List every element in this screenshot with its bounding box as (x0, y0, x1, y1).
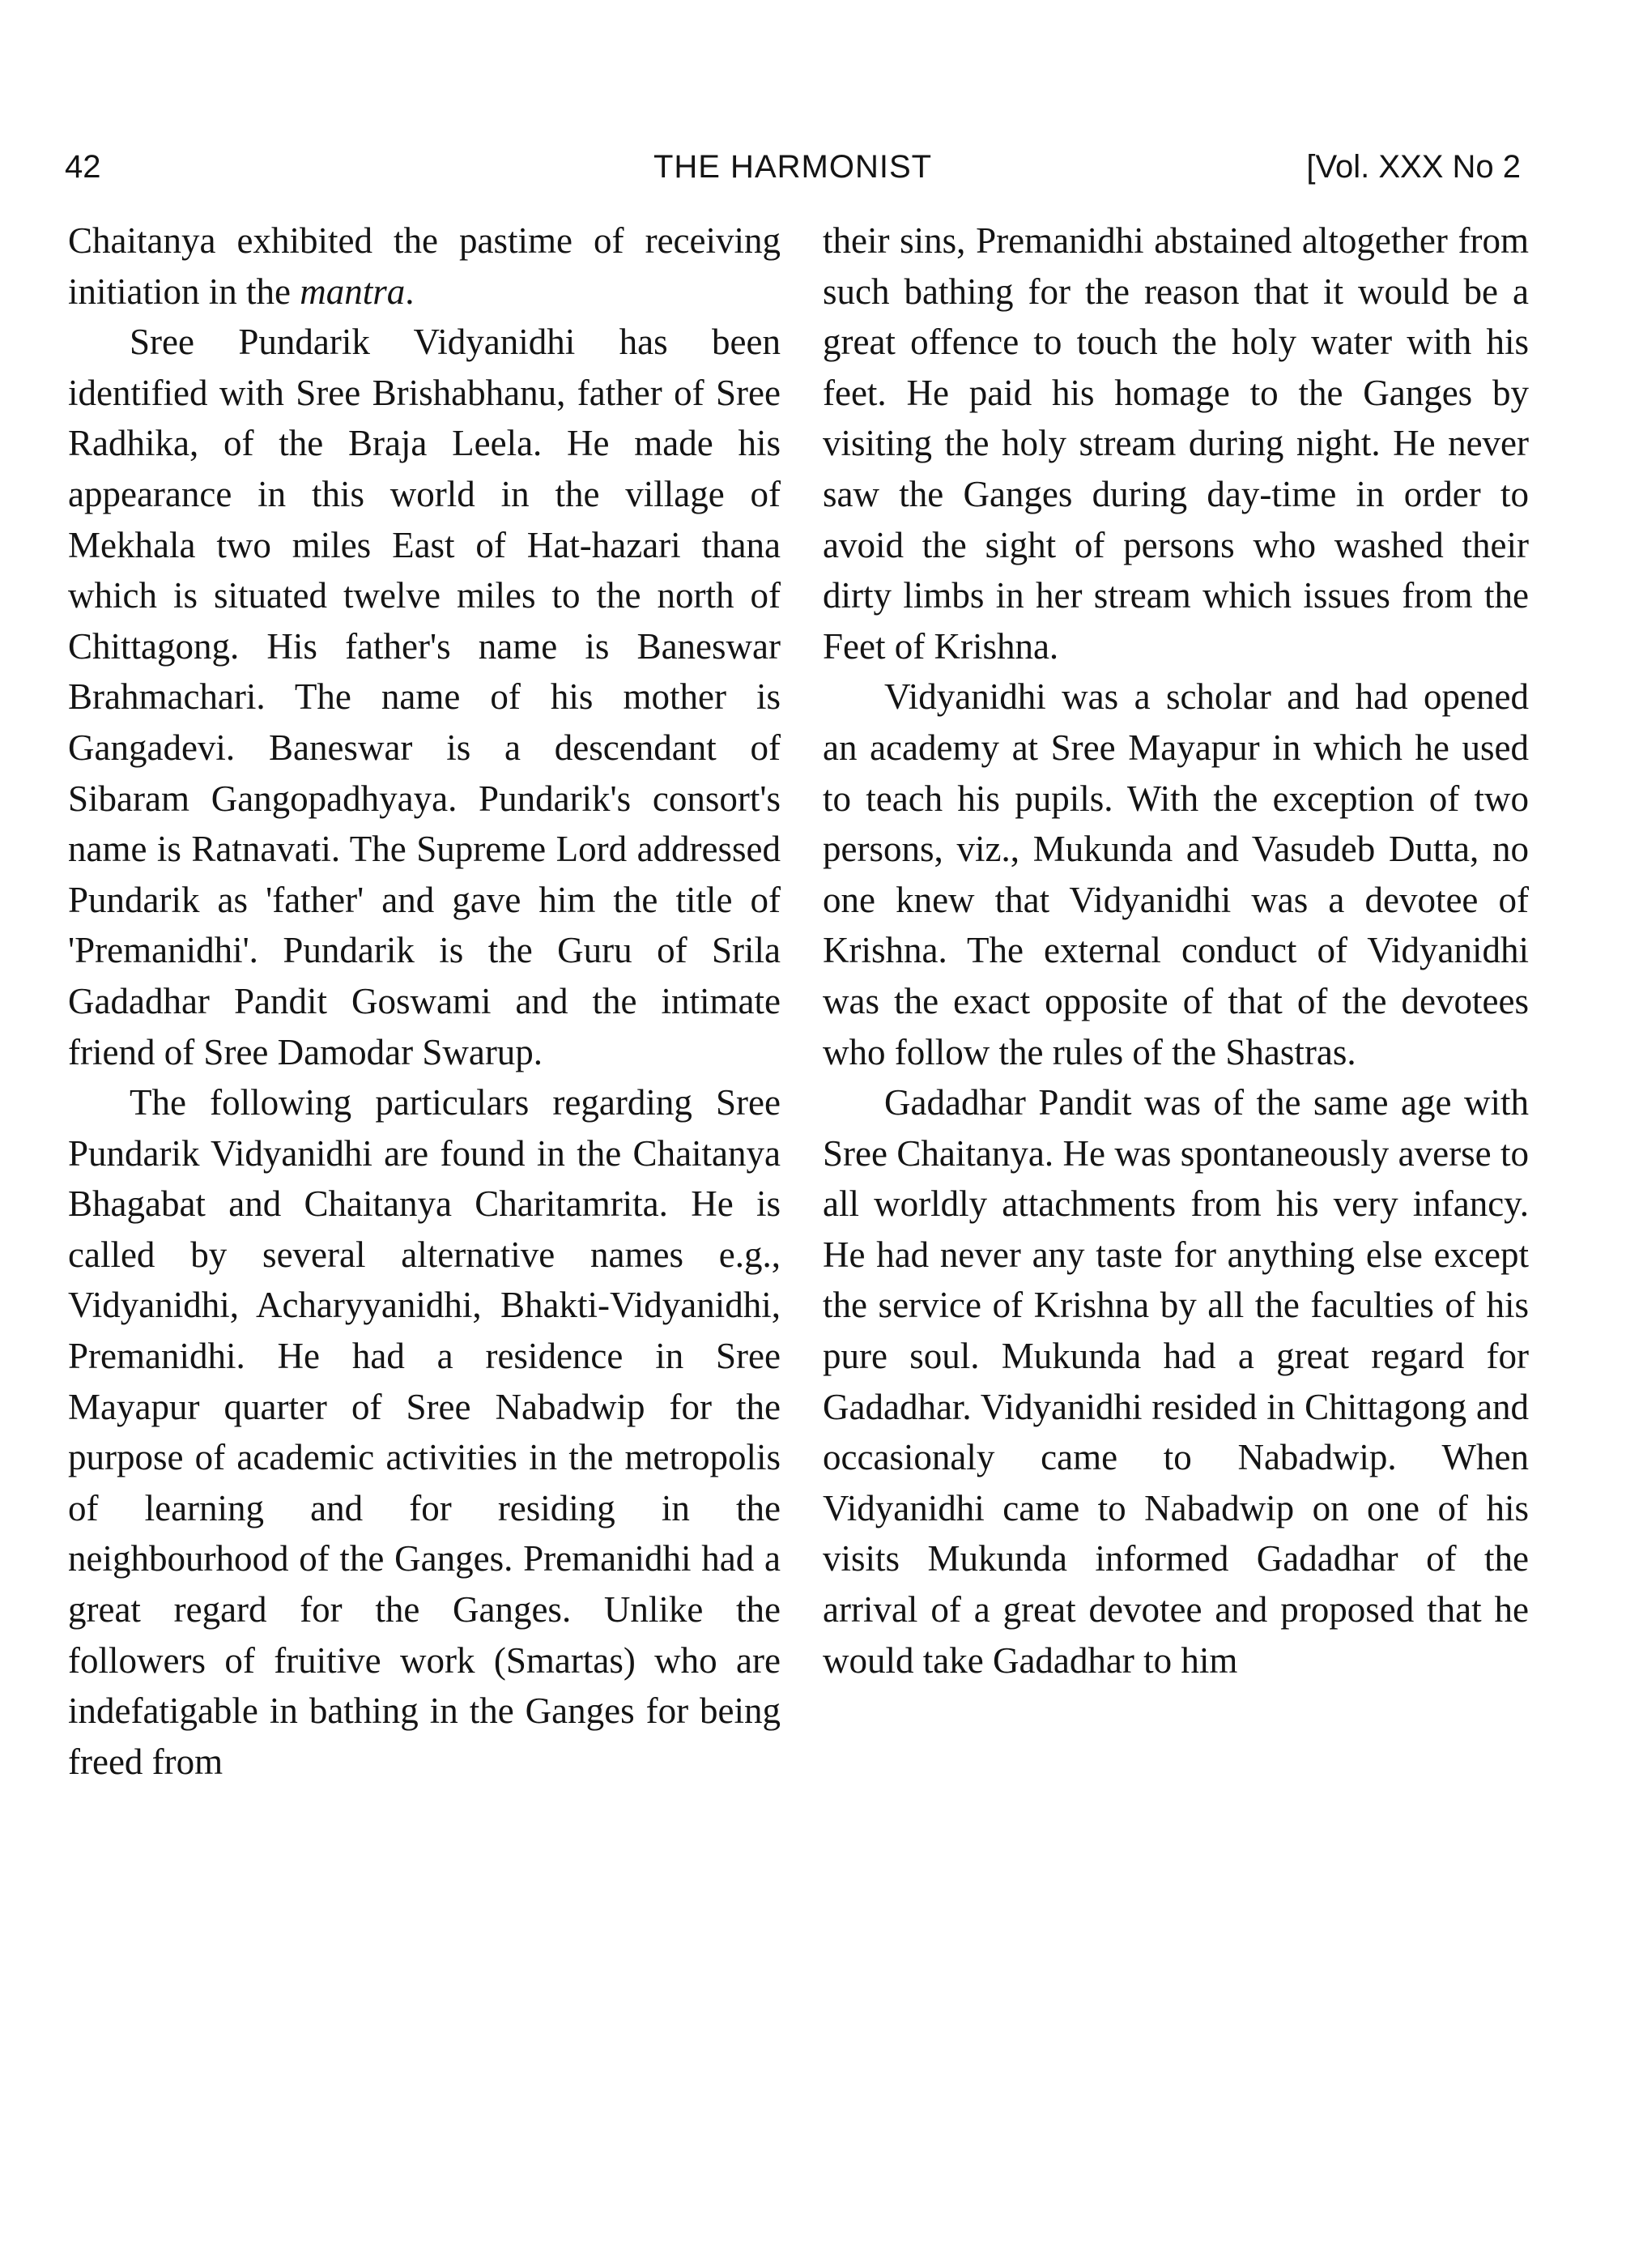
mantra-term: mantra (300, 271, 406, 312)
right-paragraph-3: Gadadhar Pandit was of the same age with Sree Chaitanya. He was spontaneously averse to all worldly attachments from his very infancy. He had never any taste for anything else except the service of Krishna by all the faculties of his pure soul. Mukunda had a great regard for Gadadhar. Vidyanidhi resided in Chittagong and occasionaly came to Nabadwip. When Vidyanidhi came to Nabadwip on one of his visits Mukunda informed Gadadhar of the arrival of a great devotee and proposed that he would take Gadadhar to him (823, 1082, 1529, 1681)
right-paragraph-1: their sins, Premanidhi abstained altogether from such bathing for the reason that it would be a great offence to touch the holy water with his feet. He paid his homage to the Ganges by visiting the holy stream during night. He never saw the Ganges during day-time in order to avoid the sight of persons who washed their dirty limbs in her stream which issues from the Feet of Krishna. (823, 220, 1529, 667)
page-number: 42 (65, 149, 101, 185)
left-paragraph-2: Sree Pundarik Vidyanidhi has been identified with Sree Brishabhanu, father of Sree Radhika, of the Braja Leela. He made his appearance in this world in the village of Mekhala two miles East of Hat-hazari thana which is situated twelve miles to the north of Chittagong. His father's name is Baneswar Brahmachari. The name of his mother is Gangadevi. Baneswar is a descendant of Sibaram Gangopadhyaya. Pundarik's consort's name is Ratnavati. The Supreme Lord addressed Pundarik as 'father' and gave him the title of 'Premanidhi'. Pundarik is the Guru of Srila Gadadhar Pandit Goswami and the intimate friend of Sree Damodar Swarup. (68, 322, 781, 1072)
journal-title: THE HARMONIST (653, 149, 933, 185)
volume-issue: [Vol. XXX No 2 (1306, 149, 1521, 185)
right-paragraph-2: Vidyanidhi was a scholar and had opened an academy at Sree Mayapur in which he used to teach his pupils. With the exception of two persons, viz., Mukunda and Vasudeb Dutta, no one knew that Vidyanidhi was a devotee of Krishna. The external conduct of Vidyanidhi was the exact opposite of that of the devotees who follow the rules of the Shastras. (823, 676, 1529, 1072)
left-paragraph-1 (68, 215, 781, 317)
left-column (68, 215, 781, 1787)
left-paragraph-3: The following particulars regarding Sree Pundarik Vidyanidhi are found in the Chaitanya Bhagabat and Chaitanya Charitamrita. He is called by several alternative names e.g., Vidyanidhi, Acharyyanidhi, Bhakti-Vidyanidhi, Premanidhi. He had a residence in Sree Mayapur quarter of Sree Nabadwip for the purpose of academic activities in the metropolis of learning and for residing in the neighbourhood of the Ganges. Premanidhi had a great regard for the Ganges. Unlike the followers of fruitive work (Smartas) who are indefatigable in bathing in the Ganges for being freed from (68, 1082, 781, 1782)
right-column (823, 215, 1529, 1686)
running-header (65, 143, 1521, 191)
left-paragraph-1-end: . (405, 271, 415, 312)
left-paragraph-1-text: Chaitanya exhibited the pastime of receiving initiation in the (68, 220, 781, 312)
